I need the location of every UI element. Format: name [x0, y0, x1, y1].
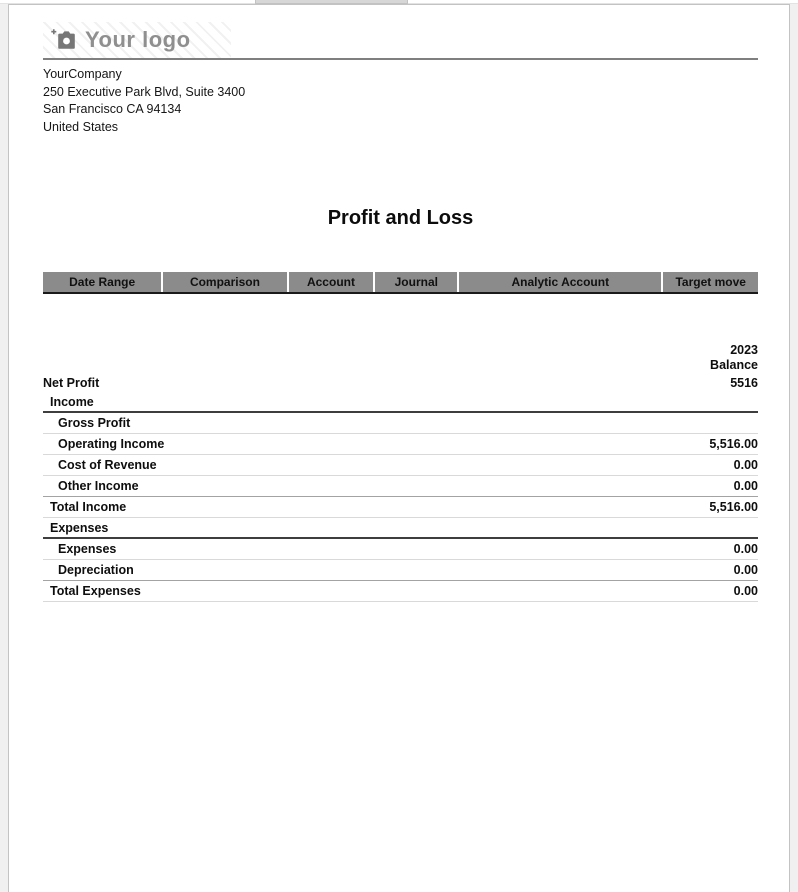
- row-label: Total Expenses: [50, 584, 141, 598]
- row-value: 5,516.00: [709, 437, 758, 451]
- address-line-1: 250 Executive Park Blvd, Suite 3400: [43, 84, 246, 99]
- row-value: 5516: [730, 375, 758, 390]
- filter-cell-analytic-account: Analytic Account: [459, 272, 661, 292]
- table-row: [43, 497, 758, 518]
- company-header: [43, 22, 758, 136]
- table-row: [43, 434, 758, 455]
- company-address: [43, 66, 758, 136]
- table-row: [43, 413, 758, 434]
- row-label: Depreciation: [58, 563, 134, 577]
- table-row: [43, 539, 758, 560]
- page-title: Profit and Loss: [327, 207, 474, 229]
- report-content: [9, 5, 789, 602]
- filter-cell-target-move: Target move: [663, 272, 758, 292]
- table-row: [43, 581, 758, 602]
- row-label: Operating Income: [58, 437, 165, 451]
- table-row: [43, 455, 758, 476]
- filter-cell-comparison: Comparison: [163, 272, 286, 292]
- row-value: 0.00: [733, 458, 758, 472]
- header-divider: [43, 58, 758, 60]
- table-row: [43, 476, 758, 497]
- filter-bar: [43, 272, 758, 294]
- camera-plus-icon: [51, 29, 75, 50]
- row-label: Gross Profit: [58, 416, 131, 430]
- row-label: Cost of Revenue: [58, 458, 157, 472]
- logo-placeholder: [43, 22, 231, 58]
- filter-cell-date-range: Date Range: [43, 272, 161, 292]
- row-label: Total Income: [50, 500, 127, 514]
- report-rows: [43, 373, 758, 602]
- row-value: 0.00: [733, 542, 758, 556]
- report-page: [8, 4, 790, 892]
- filter-cell-journal: Journal: [375, 272, 457, 292]
- address-line-3: United States: [43, 119, 119, 134]
- filter-cell-account: Account: [289, 272, 374, 292]
- logo-label: Your logo: [85, 26, 191, 52]
- address-line-2: San Francisco CA 94134: [43, 102, 182, 116]
- column-header-balance: Balance: [710, 358, 758, 372]
- table-row: [43, 518, 758, 539]
- company-name: YourCompany: [43, 67, 122, 81]
- balance-column-header: [43, 343, 758, 373]
- table-row: [43, 560, 758, 581]
- row-value: 5,516.00: [709, 500, 758, 514]
- row-label: Income: [50, 394, 94, 409]
- table-row: [43, 392, 758, 413]
- row-value: 0.00: [733, 584, 758, 598]
- row-value: 0.00: [733, 479, 758, 493]
- row-label: Net Profit: [43, 375, 100, 390]
- table-row: [43, 373, 758, 392]
- column-header-year: 2023: [730, 343, 758, 357]
- row-label: Other Income: [58, 479, 139, 493]
- row-value: 0.00: [733, 563, 758, 577]
- row-label: Expenses: [50, 520, 109, 535]
- row-label: Expenses: [58, 542, 117, 556]
